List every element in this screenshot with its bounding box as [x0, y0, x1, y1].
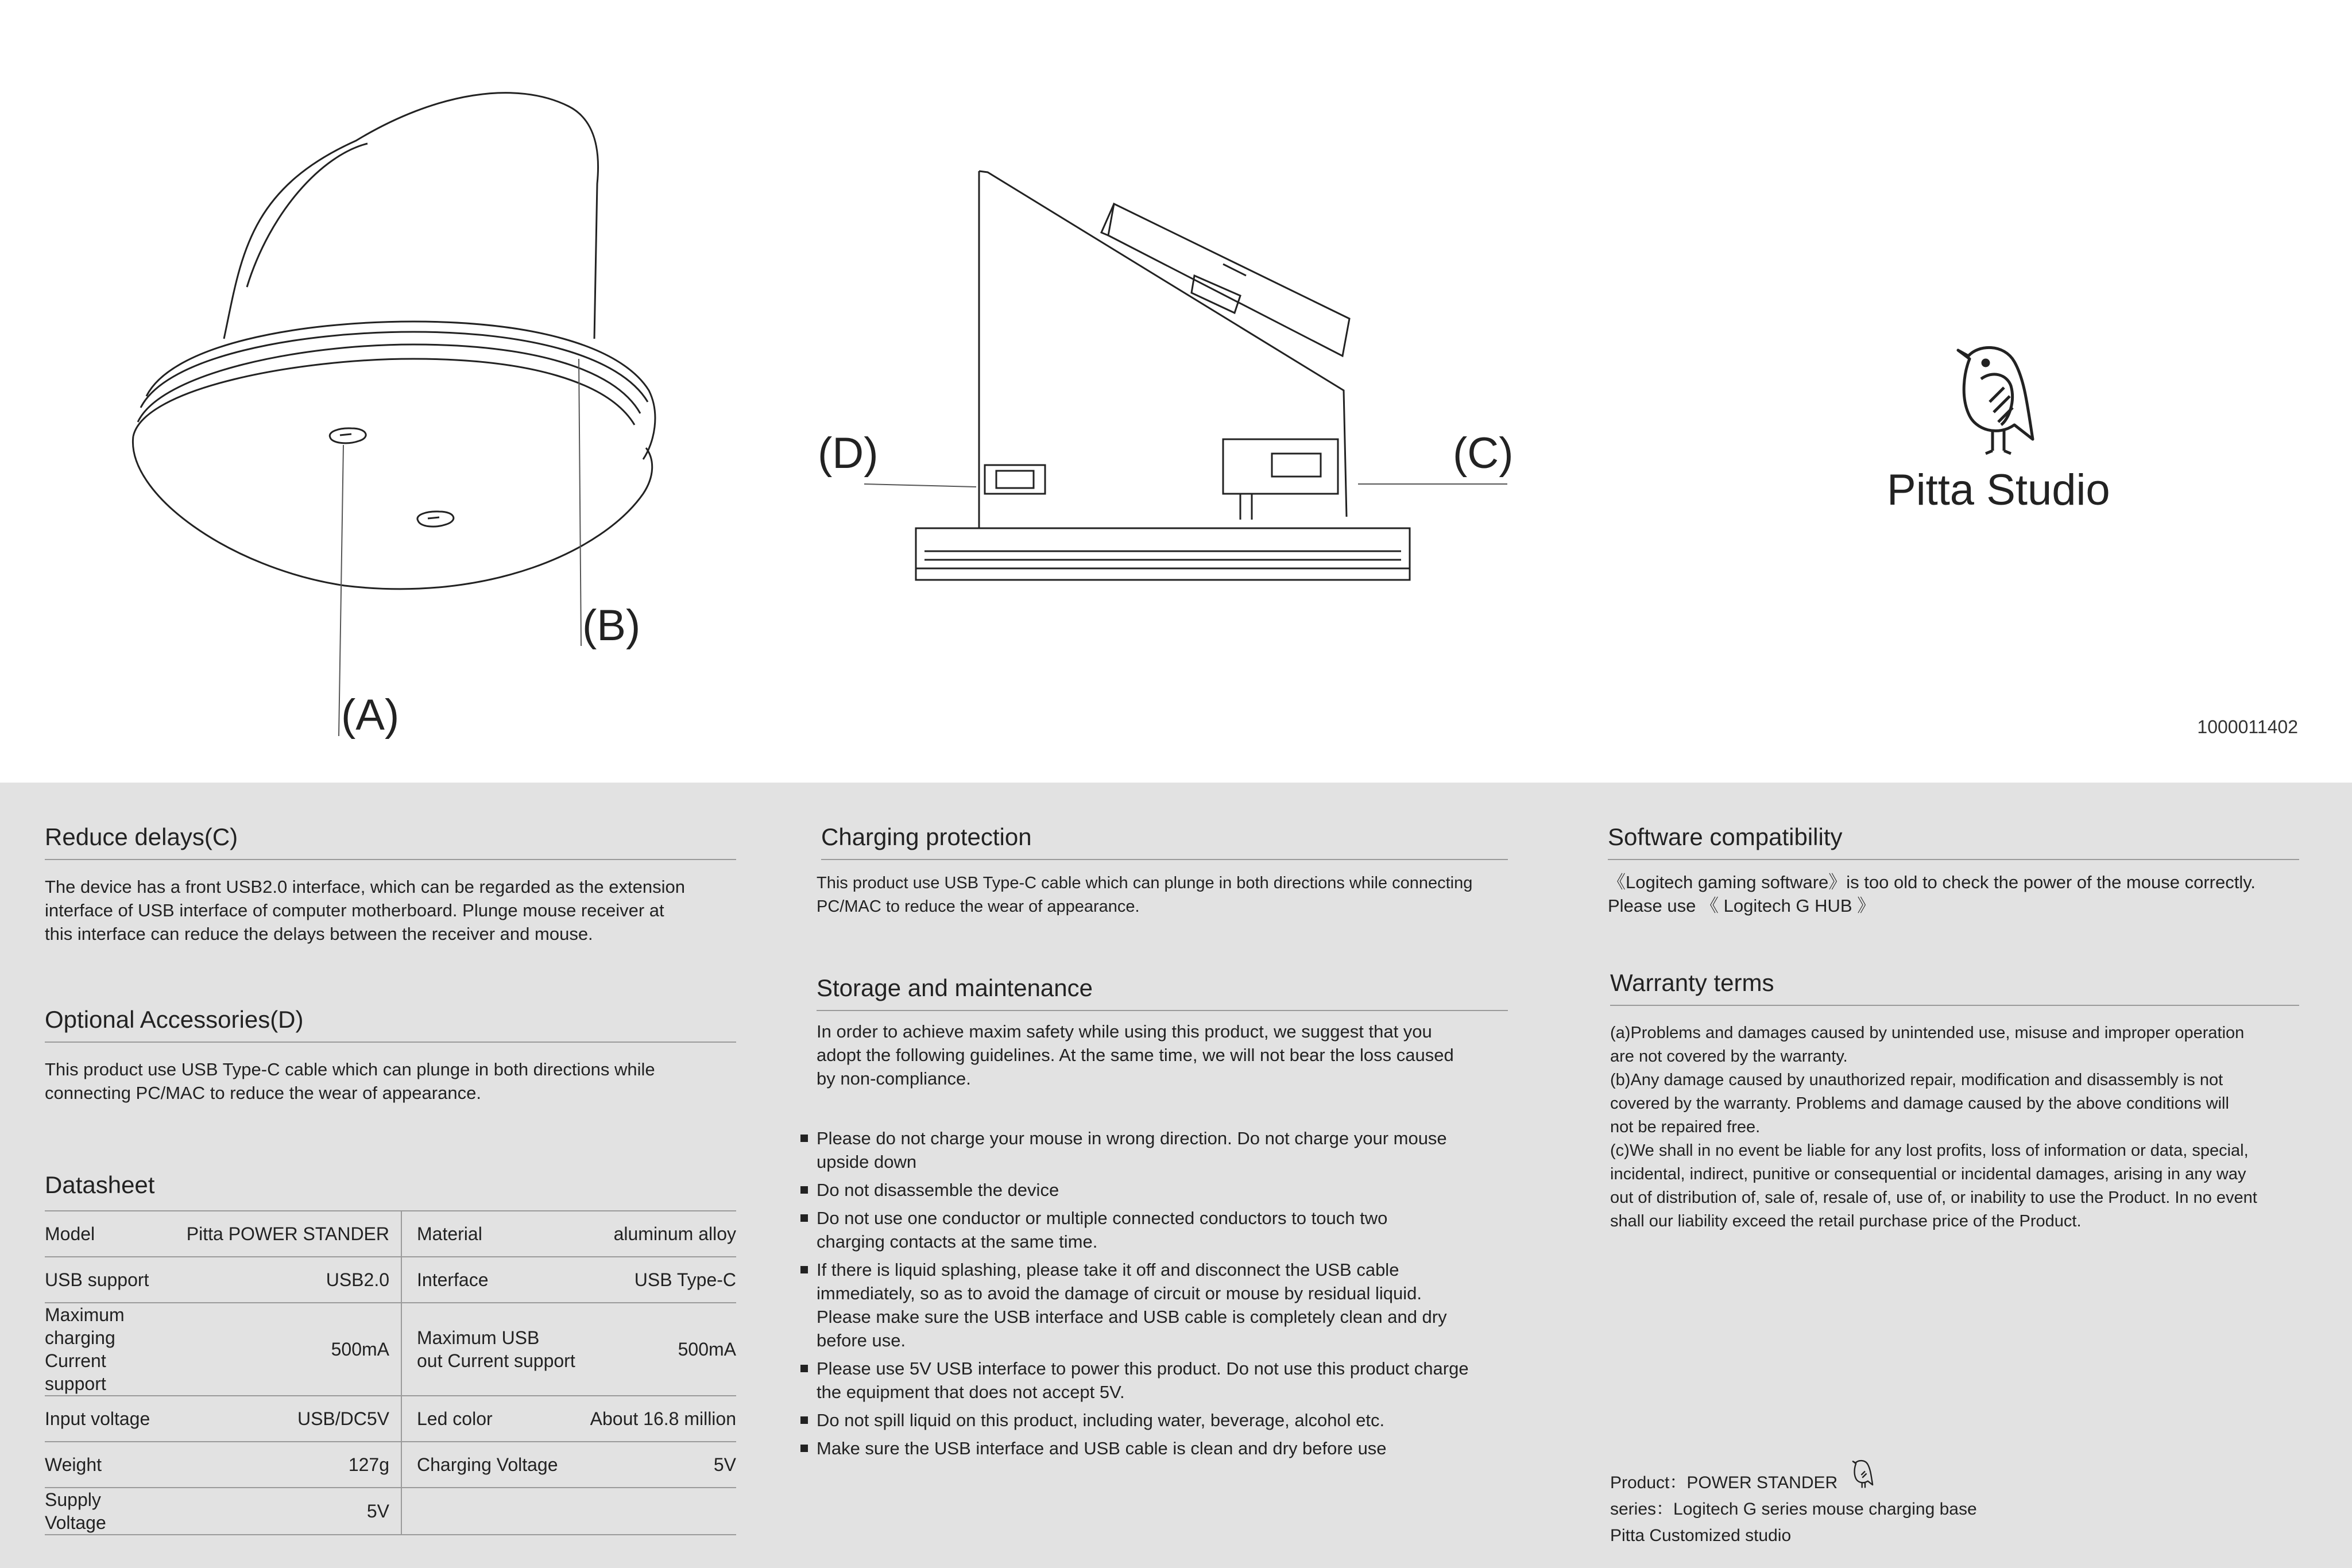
guideline-item: Do not use one conductor or multiple connected conductors to touch two charging contacts at the same time. [803, 1206, 1544, 1253]
datasheet-table [45, 1210, 736, 1535]
warranty-terms-text [1610, 1021, 2334, 1233]
datasheet-key: Maximum charging Current support [45, 1303, 165, 1396]
text-line: This product use USB Type-C cable which can plunge in both directions while connecting [817, 874, 1473, 892]
product-line [1610, 1458, 1977, 1496]
guideline-item: Do not disassemble the device [803, 1178, 1544, 1202]
illustration-area [0, 0, 2352, 783]
datasheet-value: Pitta POWER STANDER [165, 1211, 401, 1257]
software-compatibility-title: Software compatibility [1608, 823, 2299, 860]
datasheet-value: 127g [165, 1442, 401, 1488]
guideline-item: Make sure the USB interface and USB cable is clean and dry before use [803, 1437, 1544, 1460]
text-line: by non-compliance. [817, 1068, 971, 1089]
datasheet-value: USB/DC5V [165, 1396, 401, 1442]
reduce-delays-title: Reduce delays(C) [45, 823, 736, 860]
text-line: covered by the warranty. Problems and damage caused by the above conditions will [1610, 1094, 2229, 1113]
datasheet-key: Supply Voltage [45, 1488, 165, 1535]
datasheet-row [45, 1303, 736, 1396]
datasheet-key: Charging Voltage [401, 1442, 578, 1488]
product-footer [1610, 1458, 1977, 1549]
warranty-terms-title: Warranty terms [1610, 969, 2299, 1006]
text-line: are not covered by the warranty. [1610, 1047, 1848, 1066]
datasheet-key: USB support [45, 1257, 165, 1303]
text-line: The device has a front USB2.0 interface, which can be regarded as the extension [45, 877, 685, 897]
text-line: This product use USB Type-C cable which can plunge in both directions while [45, 1059, 655, 1079]
side-view-drawing [804, 144, 1550, 603]
datasheet-key: Model [45, 1211, 165, 1257]
software-compatibility-text [1608, 870, 2331, 917]
product-name: Product：POWER STANDER [1610, 1473, 1838, 1492]
text-line: connecting PC/MAC to reduce the wear of appearance. [45, 1083, 481, 1103]
guideline-item: Please do not charge your mouse in wrong direction. Do not charge your mouse upside down [803, 1126, 1544, 1174]
storage-maintenance-title: Storage and maintenance [817, 974, 1508, 1011]
datasheet-key: Interface [401, 1257, 578, 1303]
charging-protection-title: Charging protection [821, 823, 1508, 860]
text-line: In order to achieve maxim safety while using this product, we suggest that you [817, 1021, 1432, 1042]
studio-line: Pitta Customized studio [1610, 1526, 1792, 1545]
datasheet-value: 5V [165, 1488, 401, 1535]
small-bird-icon [1848, 1458, 1877, 1492]
callout-d-label: (D) [818, 429, 879, 478]
brand-name: Pitta Studio [1887, 466, 2110, 514]
datasheet-key: Weight [45, 1442, 165, 1488]
text-line: (b)Any damage caused by unauthorized repair, modification and disassembly is not [1610, 1071, 2223, 1089]
text-line: Please use 《 Logitech G HUB 》 [1608, 896, 1875, 916]
datasheet-key: Led color [401, 1396, 578, 1442]
charging-protection-text [817, 872, 1540, 919]
text-line: this interface can reduce the delays between the receiver and mouse. [45, 924, 593, 944]
callout-a-label: (A) [341, 691, 400, 740]
datasheet-key: Material [401, 1211, 578, 1257]
callout-c-label: (C) [1453, 429, 1514, 478]
storage-guidelines-list [803, 1126, 1544, 1465]
datasheet-value: 5V [578, 1442, 736, 1488]
datasheet-title: Datasheet [45, 1171, 155, 1198]
text-line: PC/MAC to reduce the wear of appearance. [817, 897, 1140, 916]
datasheet-value: 500mA [578, 1303, 736, 1396]
datasheet-value: 500mA [165, 1303, 401, 1396]
text-line: shall our liability exceed the retail purchase price of the Product. [1610, 1212, 2082, 1230]
datasheet-row [45, 1211, 736, 1257]
document-id: 1000011402 [2197, 717, 2298, 737]
text-line: adopt the following guidelines. At the same time, we will not bear the loss caused [817, 1045, 1454, 1065]
datasheet-value: USB Type-C [578, 1257, 736, 1303]
datasheet-row [45, 1442, 736, 1488]
text-line: (c)We shall in no event be liable for any lost profits, loss of information or data, special, [1610, 1141, 2249, 1160]
bird-logo-icon [1947, 339, 2044, 465]
datasheet-value: aluminum alloy [578, 1211, 736, 1257]
datasheet-value [578, 1488, 736, 1535]
series-line: series：Logitech G series mouse charging base [1610, 1500, 1977, 1519]
optional-accessories-title: Optional Accessories(D) [45, 1006, 736, 1043]
datasheet-value: About 16.8 million [578, 1396, 736, 1442]
text-line: incidental, indirect, punitive or consequential or incidental damages, arising in any way [1610, 1165, 2246, 1183]
text-line: out of distribution of, sale of, resale of, use of, or inability to use the Product. In no event [1610, 1188, 2257, 1207]
text-line: (a)Problems and damages caused by unintended use, misuse and improper operation [1610, 1024, 2245, 1042]
optional-accessories-text [45, 1058, 740, 1105]
text-line: not be repaired free. [1610, 1118, 1761, 1136]
guideline-item: Please use 5V USB interface to power this product. Do not use this product charge the equipment that does not accept 5V. [803, 1357, 1544, 1404]
datasheet-key [401, 1488, 578, 1535]
datasheet-row [45, 1257, 736, 1303]
datasheet-value: USB2.0 [165, 1257, 401, 1303]
callout-b-label: (B) [582, 601, 641, 650]
datasheet-key: Maximum USB out Current support [401, 1303, 578, 1396]
guideline-item: Do not spill liquid on this product, including water, beverage, alcohol etc. [803, 1408, 1544, 1432]
text-line: 《Logitech gaming software》is too old to check the power of the mouse correctly. [1608, 872, 2256, 892]
text-line: interface of USB interface of computer motherboard. Plunge mouse receiver at [45, 900, 664, 920]
datasheet-key: Input voltage [45, 1396, 165, 1442]
datasheet-row [45, 1396, 736, 1442]
reduce-delays-text [45, 875, 740, 946]
datasheet-row [45, 1488, 736, 1535]
guideline-item: If there is liquid splashing, please take it off and disconnect the USB cable immediately, so as to avoid the damage of circuit or mouse by residual liquid. Please make sure the USB interface and USB cable is completely clean and dry before use. [803, 1258, 1544, 1352]
storage-maintenance-text [817, 1020, 1529, 1090]
